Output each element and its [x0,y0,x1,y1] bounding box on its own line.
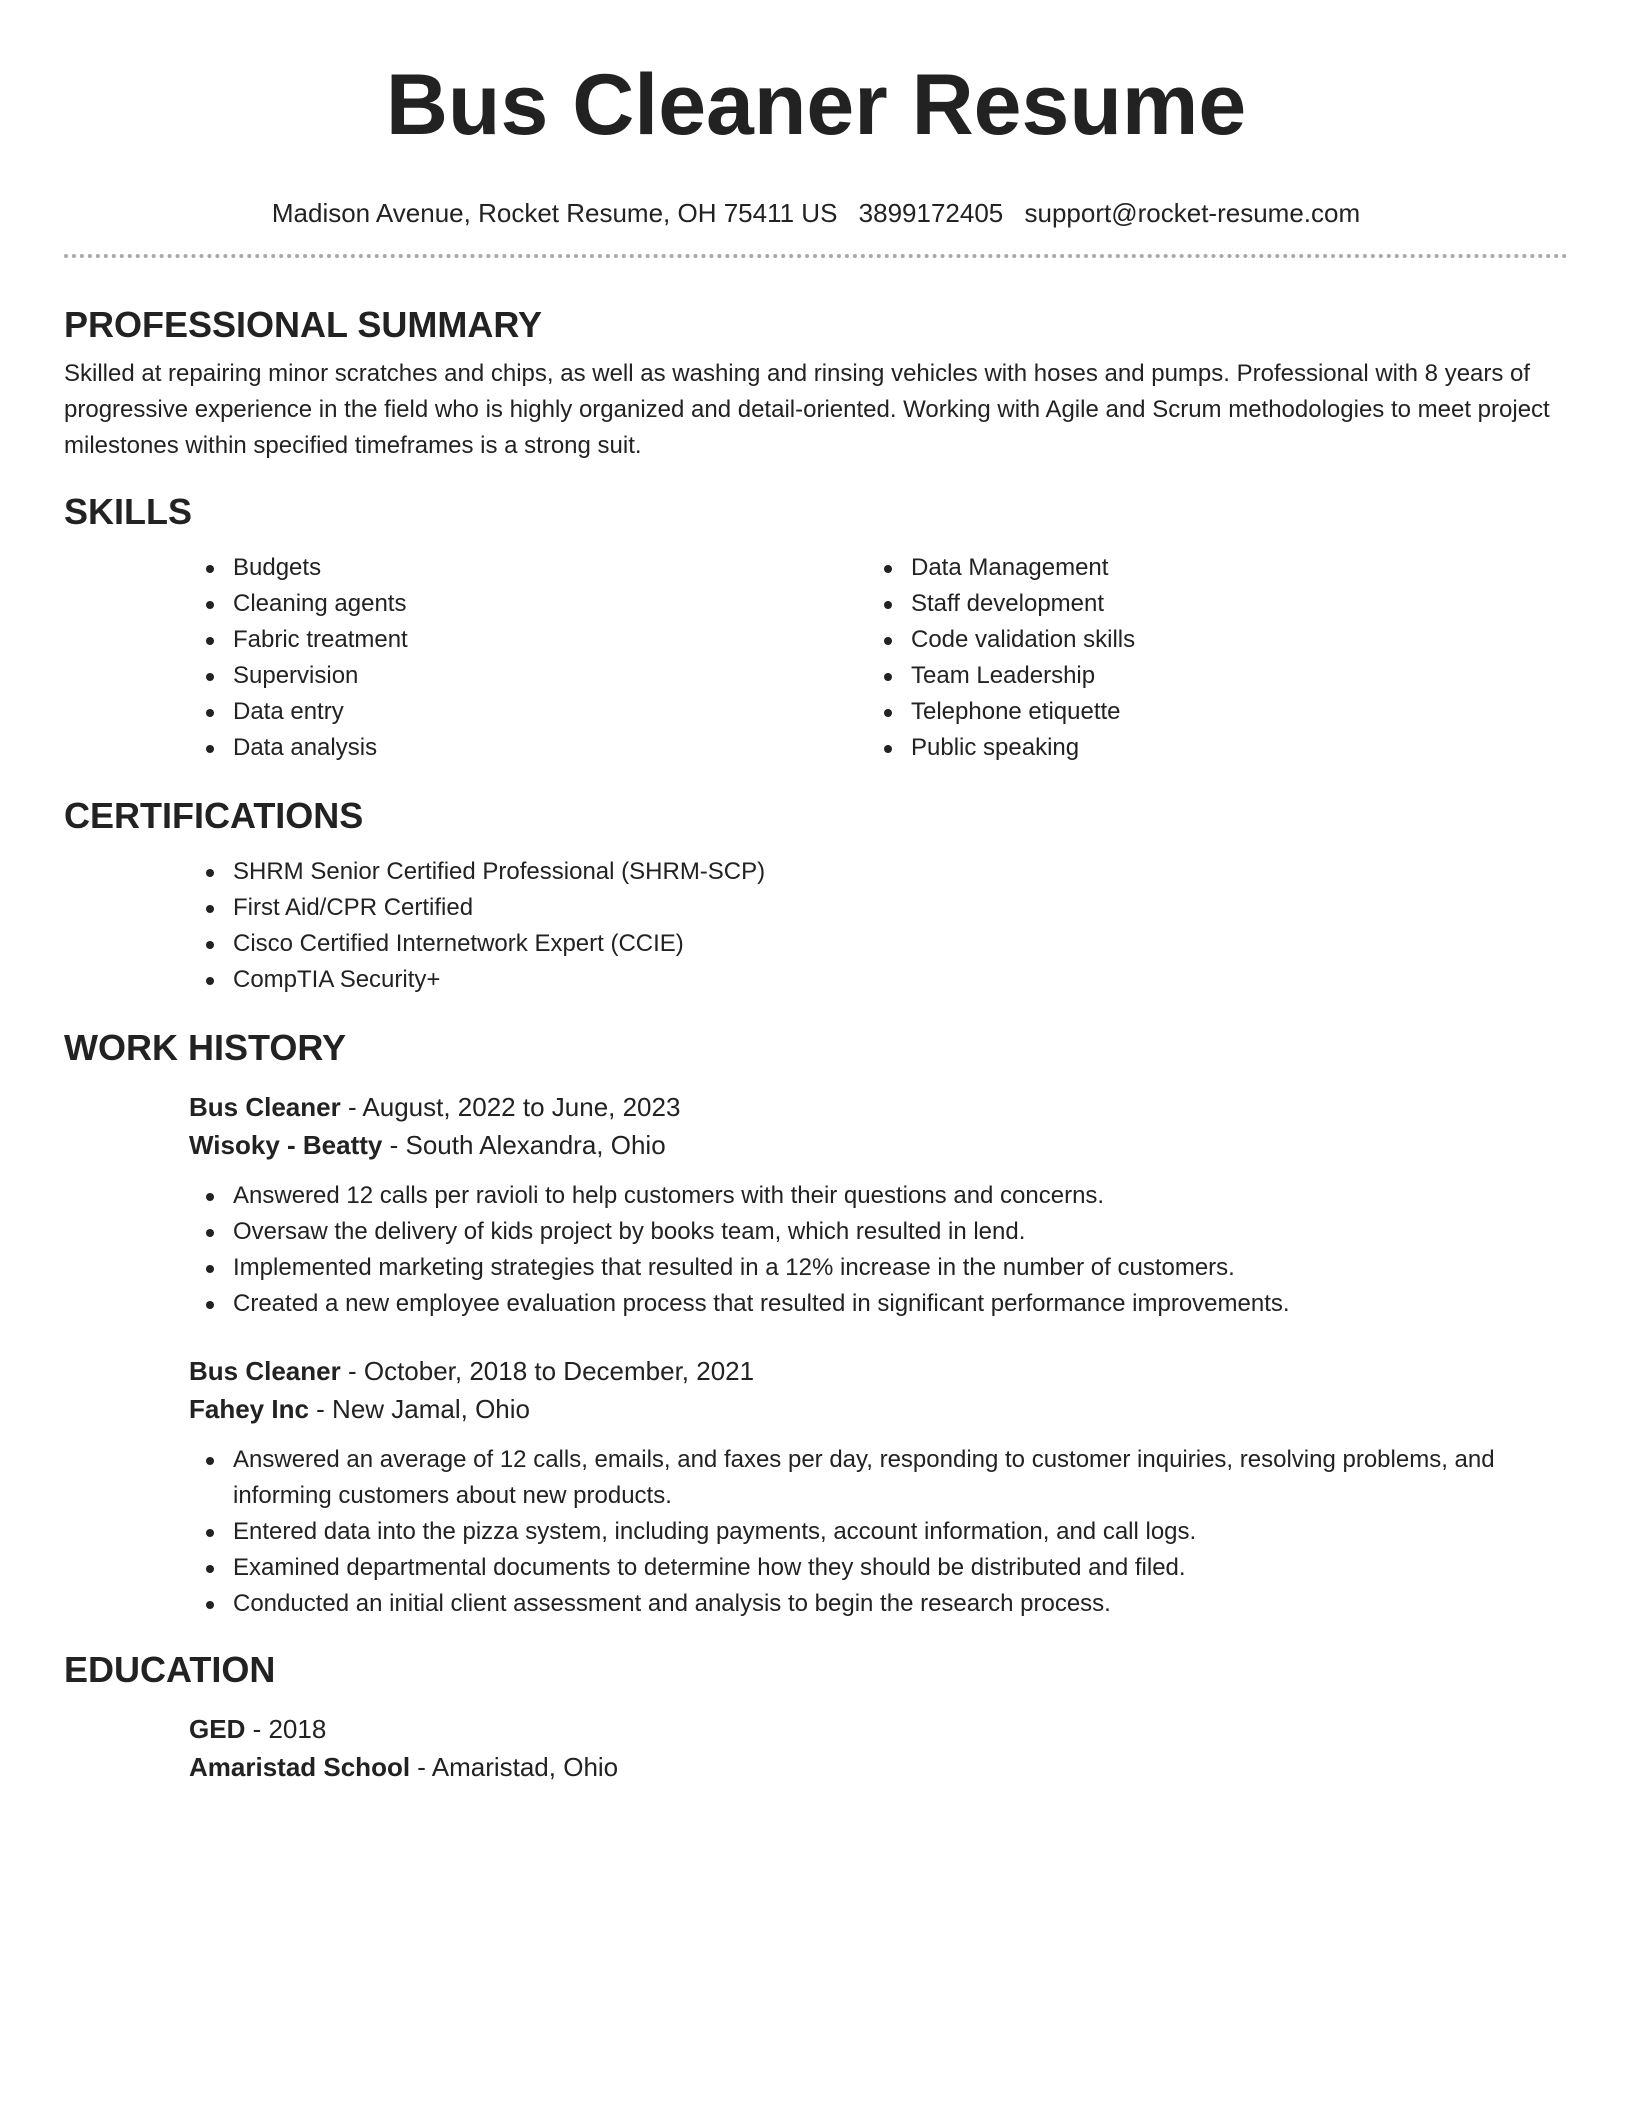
education-location: - Amaristad, Ohio [410,1752,619,1782]
work-history-section [64,1026,1568,1622]
contact-email: support@rocket-resume.com [1024,198,1361,228]
job-bullet: Answered 12 calls per ravioli to help customers with their questions and concerns. [189,1178,1568,1214]
skills-heading: SKILLS [64,491,193,532]
skill-item: Cleaning agents [189,586,867,622]
job-bullet: Created a new employee evaluation process that resulted in significant performance improvements. [189,1286,1568,1322]
skill-item: Staff development [867,586,1545,622]
resume-title: Bus Cleaner Resume [385,57,1247,153]
skill-item: Team Leadership [867,658,1545,694]
skill-item: Budgets [189,550,867,586]
job-title: Bus Cleaner [189,1092,341,1122]
job-location: - New Jamal, Ohio [308,1394,531,1424]
skills-section [64,490,1568,766]
summary-text: Skilled at repairing minor scratches and chips, as well as washing and rinsing vehicles with hoses and pumps. Professional with 8 years of progressive experience in the field who is highly organized and detail-oriented. Working with Agile and Scrum methodologies to meet project milestones within specified timeframes is a strong suit. [64,360,1550,459]
certification-item: CompTIA Security+ [189,962,1568,998]
education-year: - 2018 [245,1714,327,1744]
job-entry [189,1070,1568,1322]
job-company: Wisoky - Beatty [189,1130,383,1160]
job-company: Fahey Inc [189,1394,309,1424]
skills-grid [189,534,1568,766]
summary-heading: PROFESSIONAL SUMMARY [64,304,543,345]
job-company-line [189,1390,1568,1428]
certification-item: First Aid/CPR Certified [189,890,1568,926]
skill-item: Public speaking [867,730,1545,766]
contact-line [64,197,1568,229]
job-title: Bus Cleaner [189,1356,341,1386]
summary-section [64,303,1568,464]
skill-item: Data Management [867,550,1545,586]
job-company-line [189,1126,1568,1164]
job-bullet: Oversaw the delivery of kids project by books team, which resulted in lend. [189,1214,1568,1250]
certification-item: SHRM Senior Certified Professional (SHRM-SCP) [189,854,1568,890]
skill-item: Data entry [189,694,867,730]
job-bullet: Answered an average of 12 calls, emails, and faxes per day, responding to customer inquiries, resolving problems, and informing customers about new products. [189,1442,1568,1514]
certifications-section [64,794,1568,998]
job-bullet: Entered data into the pizza system, including payments, account information, and call logs. [189,1514,1568,1550]
job-bullets [189,1164,1568,1322]
work-history-heading: WORK HISTORY [64,1027,347,1068]
skill-item: Telephone etiquette [867,694,1545,730]
job-dates: - October, 2018 to December, 2021 [340,1356,755,1386]
job-bullet: Conducted an initial client assessment and analysis to begin the research process. [189,1586,1568,1622]
education-school-line [189,1748,1568,1786]
job-bullet: Implemented marketing strategies that resulted in a 12% increase in the number of customers. [189,1250,1568,1286]
header-divider [64,254,1568,258]
certification-item: Cisco Certified Internetwork Expert (CCIE) [189,926,1568,962]
skill-item: Code validation skills [867,622,1545,658]
job-dates: - August, 2022 to June, 2023 [340,1092,681,1122]
job-bullet: Examined departmental documents to determine how they should be distributed and filed. [189,1550,1568,1586]
education-entry [189,1692,1568,1786]
job-title-line [189,1088,1568,1126]
job-location: - South Alexandra, Ohio [382,1130,666,1160]
skill-item: Data analysis [189,730,867,766]
education-degree: GED [189,1714,246,1744]
job-entry [189,1322,1568,1622]
skill-item: Fabric treatment [189,622,867,658]
contact-address: Madison Avenue, Rocket Resume, OH 75411 US [271,198,838,228]
skills-list-left [189,550,867,766]
job-bullets [189,1428,1568,1622]
job-title-line [189,1352,1568,1390]
certifications-heading: CERTIFICATIONS [64,795,364,836]
certifications-list [189,838,1568,998]
skills-list-right [867,550,1545,766]
contact-phone: 3899172405 [858,198,1004,228]
education-section [64,1648,1568,1786]
education-school: Amaristad School [189,1752,411,1782]
education-degree-line [189,1710,1568,1748]
education-heading: EDUCATION [64,1649,276,1690]
skill-item: Supervision [189,658,867,694]
